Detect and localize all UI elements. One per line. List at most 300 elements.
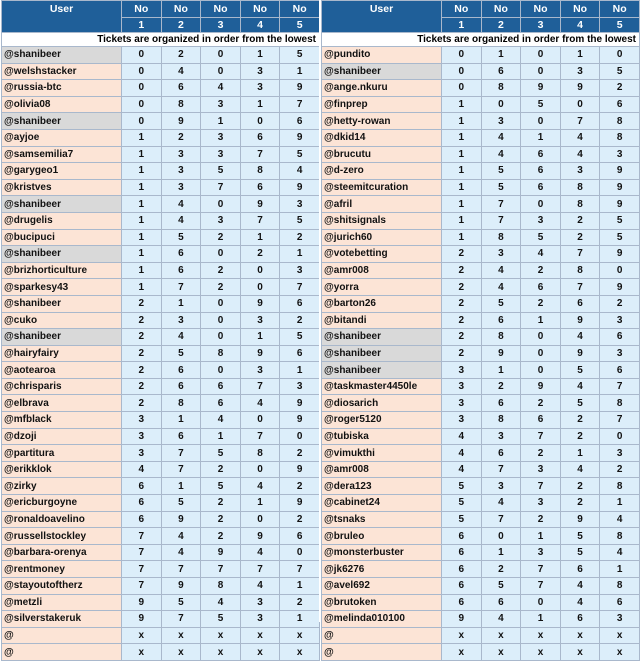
ticket-number-cell: 2 [122, 329, 162, 346]
table-row [2, 478, 320, 495]
user-cell: @ronaldoavelino [2, 511, 122, 528]
ticket-number-cell: 3 [442, 362, 482, 379]
user-cell: @brizhorticulture [2, 262, 122, 279]
ticket-number-cell: 6 [442, 544, 482, 561]
ticket-number-cell: 2 [481, 561, 521, 578]
ticket-number-cell: 0 [201, 47, 241, 64]
ticket-number-cell: 4 [201, 594, 241, 611]
user-cell: @zirky [2, 478, 122, 495]
ticket-number-cell: 5 [442, 511, 482, 528]
ticket-number-cell: 6 [161, 262, 201, 279]
table-row [2, 262, 320, 279]
ticket-number-cell: 7 [161, 445, 201, 462]
user-cell: @roger5120 [322, 412, 442, 429]
ticket-number-cell: 8 [161, 96, 201, 113]
ticket-number-cell: x [280, 627, 320, 644]
user-cell: @sparkesy43 [2, 279, 122, 296]
ticket-number-cell: 1 [481, 47, 521, 64]
table-row [322, 80, 640, 97]
ticket-number-cell: 3 [481, 428, 521, 445]
ticket-number-cell: 7 [240, 212, 280, 229]
column-header-no: No [122, 1, 162, 18]
ticket-number-cell: 7 [481, 511, 521, 528]
ticket-number-cell: 6 [161, 428, 201, 445]
user-cell: @barbara-orenya [2, 544, 122, 561]
user-cell: @hairyfairy [2, 345, 122, 362]
ticket-number-cell: x [560, 644, 600, 661]
ticket-number-cell: 2 [201, 229, 241, 246]
user-cell: @ [322, 627, 442, 644]
table-row [2, 511, 320, 528]
user-cell: @bitandi [322, 312, 442, 329]
ticket-number-cell: 7 [280, 96, 320, 113]
ticket-number-cell: 3 [280, 262, 320, 279]
table-row [322, 279, 640, 296]
ticket-number-cell: x [442, 627, 482, 644]
ticket-number-cell: 0 [521, 196, 561, 213]
ticket-number-cell: 5 [600, 63, 640, 80]
ticket-number-cell: x [240, 644, 280, 661]
ticket-number-cell: 8 [600, 478, 640, 495]
ticket-number-cell: 6 [521, 179, 561, 196]
ticket-number-cell: 6 [560, 561, 600, 578]
user-cell: @shanibeer [2, 47, 122, 64]
column-header-no: No [560, 1, 600, 18]
column-header-no: No [280, 1, 320, 18]
user-cell: @diosarich [322, 395, 442, 412]
ticket-number-cell: 4 [560, 578, 600, 595]
ticket-number-cell: x [481, 627, 521, 644]
left-table-panel [1, 0, 319, 661]
ticket-number-cell: 9 [240, 295, 280, 312]
ticket-number-cell: 3 [161, 163, 201, 180]
ticket-number-cell: 4 [560, 129, 600, 146]
ticket-number-cell: 2 [560, 428, 600, 445]
ticket-number-cell: 6 [280, 528, 320, 545]
ticket-number-cell: 5 [521, 96, 561, 113]
table-row [2, 129, 320, 146]
ticket-number-cell: 1 [442, 212, 482, 229]
ticket-number-cell: 0 [201, 362, 241, 379]
ticket-number-cell: 4 [240, 544, 280, 561]
ticket-number-cell: 4 [560, 461, 600, 478]
user-cell: @chrisparis [2, 378, 122, 395]
table-row [2, 329, 320, 346]
user-cell: @melinda010100 [322, 611, 442, 628]
ticket-number-cell: 5 [280, 146, 320, 163]
table-row [2, 179, 320, 196]
ticket-number-cell: 2 [201, 461, 241, 478]
ticket-number-cell: 7 [481, 196, 521, 213]
ticket-number-cell: 3 [442, 395, 482, 412]
ticket-number-cell: 9 [600, 196, 640, 213]
user-cell: @barton26 [322, 295, 442, 312]
table-row [322, 544, 640, 561]
table-row [322, 96, 640, 113]
user-cell: @stayoutoftherz [2, 578, 122, 595]
user-cell: @olivia08 [2, 96, 122, 113]
column-header-number: 4 [240, 18, 280, 33]
ticket-number-cell: 1 [240, 47, 280, 64]
ticket-number-cell: 2 [240, 246, 280, 263]
ticket-number-cell: 9 [240, 345, 280, 362]
user-cell: @cabinet24 [322, 495, 442, 512]
ticket-number-cell: 6 [161, 246, 201, 263]
ticket-number-cell: 7 [481, 212, 521, 229]
ticket-number-cell: 1 [560, 47, 600, 64]
ticket-number-cell: 6 [521, 279, 561, 296]
ticket-number-cell: 8 [600, 395, 640, 412]
table-row [2, 561, 320, 578]
user-cell: @tubiska [322, 428, 442, 445]
ticket-number-cell: 2 [521, 445, 561, 462]
ticket-number-cell: 9 [280, 179, 320, 196]
ticket-number-cell: 9 [560, 312, 600, 329]
ticket-number-cell: 4 [442, 461, 482, 478]
ticket-number-cell: 1 [240, 495, 280, 512]
user-cell: @monsterbuster [322, 544, 442, 561]
ticket-number-cell: 5 [600, 212, 640, 229]
ticket-number-cell: 4 [560, 146, 600, 163]
ticket-number-cell: 9 [521, 378, 561, 395]
ticket-number-cell: 9 [280, 461, 320, 478]
user-cell: @erikklok [2, 461, 122, 478]
ticket-number-cell: 3 [521, 212, 561, 229]
table-row [322, 329, 640, 346]
ticket-number-cell: x [201, 627, 241, 644]
ticket-number-cell: 9 [240, 528, 280, 545]
ticket-number-cell: 1 [442, 129, 482, 146]
ticket-number-cell: 9 [280, 395, 320, 412]
ticket-number-cell: 5 [600, 229, 640, 246]
ticket-number-cell: 3 [240, 611, 280, 628]
ticket-number-cell: 3 [161, 146, 201, 163]
ticket-number-cell: 2 [280, 594, 320, 611]
ticket-number-cell: 3 [442, 412, 482, 429]
column-header-number: 5 [280, 18, 320, 33]
ticket-number-cell: 4 [161, 528, 201, 545]
ticket-number-cell: 3 [560, 63, 600, 80]
ticket-number-cell: 5 [161, 229, 201, 246]
ticket-number-cell: 6 [481, 445, 521, 462]
ticket-number-cell: 7 [521, 428, 561, 445]
ticket-number-cell: 0 [521, 113, 561, 130]
ticket-number-cell: 4 [161, 212, 201, 229]
ticket-number-cell: 7 [122, 578, 162, 595]
user-cell: @amr008 [322, 262, 442, 279]
ticket-number-cell: 7 [600, 412, 640, 429]
user-cell: @kristves [2, 179, 122, 196]
table-row [322, 594, 640, 611]
ticket-number-cell: x [442, 644, 482, 661]
ticket-number-cell: 6 [122, 511, 162, 528]
table-row [322, 611, 640, 628]
ticket-number-cell: 5 [481, 295, 521, 312]
ticket-number-cell: x [240, 627, 280, 644]
ticket-number-cell: 0 [201, 196, 241, 213]
table-row [2, 362, 320, 379]
user-cell: @shanibeer [2, 295, 122, 312]
ticket-number-cell: x [122, 644, 162, 661]
ticket-number-cell: 9 [600, 246, 640, 263]
user-cell: @brutoken [322, 594, 442, 611]
ticket-number-cell: 0 [122, 96, 162, 113]
table-row [2, 412, 320, 429]
ticket-number-cell: 9 [280, 129, 320, 146]
ticket-number-cell: 0 [521, 63, 561, 80]
column-header-number: 2 [161, 18, 201, 33]
ticket-number-cell: 9 [600, 163, 640, 180]
ticket-number-cell: 4 [280, 163, 320, 180]
user-cell: @shanibeer [2, 246, 122, 263]
ticket-number-cell: 3 [122, 445, 162, 462]
ticket-number-cell: 3 [560, 163, 600, 180]
ticket-number-cell: 5 [560, 544, 600, 561]
ticket-number-cell: 3 [122, 428, 162, 445]
ticket-number-cell: 0 [442, 63, 482, 80]
ticket-number-cell: 1 [240, 329, 280, 346]
ticket-number-cell: 5 [161, 495, 201, 512]
ticket-number-cell: 9 [280, 495, 320, 512]
ticket-number-cell: 9 [280, 412, 320, 429]
ticket-number-cell: 9 [600, 279, 640, 296]
ticket-number-cell: x [521, 644, 561, 661]
ticket-number-cell: 0 [240, 461, 280, 478]
ticket-number-cell: 6 [521, 412, 561, 429]
user-cell: @ [2, 627, 122, 644]
user-cell: @garygeo1 [2, 163, 122, 180]
table-row [322, 113, 640, 130]
table-row [322, 461, 640, 478]
ticket-number-cell: 2 [442, 295, 482, 312]
user-cell: @pundito [322, 47, 442, 64]
column-header-number: 5 [600, 18, 640, 33]
ticket-number-cell: 9 [240, 196, 280, 213]
ticket-number-cell: x [280, 644, 320, 661]
table-row [322, 528, 640, 545]
ticket-number-cell: 1 [442, 146, 482, 163]
ticket-number-cell: 1 [122, 246, 162, 263]
table-row [2, 544, 320, 561]
table-row [2, 594, 320, 611]
ticket-number-cell: 6 [201, 395, 241, 412]
user-cell: @ [322, 644, 442, 661]
ticket-number-cell: 1 [442, 96, 482, 113]
ticket-number-cell: 4 [442, 445, 482, 462]
table-row [2, 279, 320, 296]
table-row [2, 196, 320, 213]
ticket-number-cell: 0 [122, 80, 162, 97]
ticket-number-cell: 0 [521, 594, 561, 611]
table-row [322, 395, 640, 412]
ticket-number-cell: 3 [600, 345, 640, 362]
ticket-number-cell: 2 [600, 80, 640, 97]
ticket-number-cell: 8 [240, 163, 280, 180]
table-row [322, 561, 640, 578]
ticket-number-cell: x [161, 644, 201, 661]
ticket-number-cell: 0 [240, 279, 280, 296]
table-row [2, 212, 320, 229]
ticket-number-cell: 2 [122, 312, 162, 329]
ticket-number-cell: 1 [240, 229, 280, 246]
ticket-number-cell: 7 [161, 611, 201, 628]
ticket-number-cell: 2 [442, 246, 482, 263]
ticket-number-cell: 5 [280, 212, 320, 229]
column-header-no: No [201, 1, 241, 18]
ticket-number-cell: 2 [201, 528, 241, 545]
ticket-number-cell: 6 [600, 329, 640, 346]
ticket-number-cell: 2 [442, 279, 482, 296]
ticket-number-cell: 4 [240, 578, 280, 595]
ticket-number-cell: 6 [442, 528, 482, 545]
ticket-number-cell: 5 [201, 445, 241, 462]
ticket-number-cell: 0 [481, 96, 521, 113]
ticket-number-cell: 3 [201, 146, 241, 163]
ticket-number-cell: 8 [600, 113, 640, 130]
ticket-number-cell: 1 [442, 113, 482, 130]
ticket-number-cell: 1 [521, 312, 561, 329]
ticket-number-cell: 3 [201, 96, 241, 113]
table-row [2, 461, 320, 478]
column-header-no: No [161, 1, 201, 18]
ticket-number-cell: 4 [560, 329, 600, 346]
ticket-number-cell: 1 [280, 578, 320, 595]
ticket-number-cell: 5 [161, 345, 201, 362]
left-table-body [2, 1, 320, 661]
user-cell: @shitsignals [322, 212, 442, 229]
ticket-number-cell: 1 [122, 229, 162, 246]
ticket-number-cell: 0 [201, 63, 241, 80]
table-row [322, 229, 640, 246]
ticket-number-cell: 1 [122, 279, 162, 296]
ticket-number-cell: 3 [600, 445, 640, 462]
ticket-number-cell: 8 [600, 129, 640, 146]
user-cell: @hetty-rowan [322, 113, 442, 130]
note-row [2, 33, 320, 47]
user-cell: @shanibeer [322, 362, 442, 379]
ticket-number-cell: 2 [481, 378, 521, 395]
ticket-number-cell: x [201, 644, 241, 661]
ticket-number-cell: 7 [280, 279, 320, 296]
user-cell: @rentmoney [2, 561, 122, 578]
ticket-number-cell: 5 [560, 395, 600, 412]
ticket-number-cell: 4 [600, 544, 640, 561]
ticket-number-cell: 6 [201, 378, 241, 395]
user-cell: @votebetting [322, 246, 442, 263]
user-cell: @russia-btc [2, 80, 122, 97]
ticket-number-cell: 9 [161, 578, 201, 595]
table-row [322, 511, 640, 528]
table-row [2, 644, 320, 661]
ticket-number-cell: 2 [201, 495, 241, 512]
ticket-number-cell: 1 [481, 544, 521, 561]
ticket-number-cell: 9 [161, 511, 201, 528]
user-cell: @dkid14 [322, 129, 442, 146]
ticket-number-cell: 1 [240, 96, 280, 113]
ticket-number-cell: 1 [122, 163, 162, 180]
user-cell: @ericburgoyne [2, 495, 122, 512]
ticket-number-cell: 2 [521, 262, 561, 279]
ticket-number-cell: 7 [122, 561, 162, 578]
ticket-number-cell: 2 [442, 312, 482, 329]
table-row [2, 312, 320, 329]
ticket-number-cell: 9 [600, 179, 640, 196]
ticket-number-cell: 4 [481, 495, 521, 512]
ticket-number-cell: 0 [600, 47, 640, 64]
ticket-number-cell: 7 [161, 561, 201, 578]
ticket-number-cell: 7 [280, 561, 320, 578]
ticket-number-cell: 2 [280, 478, 320, 495]
ticket-number-cell: 6 [521, 163, 561, 180]
ticket-number-cell: 3 [240, 80, 280, 97]
table-row [322, 212, 640, 229]
table-row [2, 295, 320, 312]
column-header-no: No [481, 1, 521, 18]
ticket-number-cell: 1 [122, 146, 162, 163]
ticket-number-cell: 4 [240, 395, 280, 412]
user-cell: @elbrava [2, 395, 122, 412]
user-cell: @steemitcuration [322, 179, 442, 196]
ticket-number-cell: 0 [521, 345, 561, 362]
ticket-number-cell: 6 [122, 495, 162, 512]
table-row [322, 362, 640, 379]
ticket-number-cell: 8 [201, 578, 241, 595]
ticket-number-cell: 4 [521, 246, 561, 263]
right-table-body [322, 1, 640, 661]
ticket-number-cell: 2 [442, 345, 482, 362]
ticket-number-cell: 6 [481, 395, 521, 412]
ticket-number-cell: 4 [122, 461, 162, 478]
table-row [322, 312, 640, 329]
user-cell: @ [2, 644, 122, 661]
ticket-number-cell: 4 [600, 511, 640, 528]
ticket-number-cell: 2 [161, 47, 201, 64]
ticket-number-cell: x [521, 627, 561, 644]
user-cell: @cuko [2, 312, 122, 329]
ticket-number-cell: 1 [442, 229, 482, 246]
ticket-number-cell: 5 [481, 163, 521, 180]
ticket-number-cell: 6 [600, 362, 640, 379]
ticket-number-cell: 1 [201, 428, 241, 445]
user-cell: @metzli [2, 594, 122, 611]
ticket-number-cell: 2 [122, 378, 162, 395]
ticket-number-cell: 8 [600, 578, 640, 595]
ticket-number-cell: 7 [122, 528, 162, 545]
ticket-number-cell: 4 [161, 63, 201, 80]
ticket-number-cell: 5 [280, 47, 320, 64]
ticket-number-cell: 3 [201, 212, 241, 229]
ticket-number-cell: 2 [442, 329, 482, 346]
table-row [2, 113, 320, 130]
ticket-number-cell: 7 [240, 378, 280, 395]
user-cell: @brucutu [322, 146, 442, 163]
right-table-panel [321, 0, 639, 661]
table-row [322, 644, 640, 661]
ticket-number-cell: 3 [240, 312, 280, 329]
user-cell: @jk6276 [322, 561, 442, 578]
ticket-number-cell: 3 [481, 478, 521, 495]
ticket-number-cell: 1 [280, 362, 320, 379]
ticket-number-cell: 0 [600, 428, 640, 445]
ticket-number-cell: 1 [442, 196, 482, 213]
ticket-number-cell: 9 [122, 611, 162, 628]
ticket-number-cell: 0 [122, 63, 162, 80]
ticket-number-cell: 0 [240, 262, 280, 279]
ticket-number-cell: 7 [201, 561, 241, 578]
table-row [322, 63, 640, 80]
table-row [322, 196, 640, 213]
table-row [2, 495, 320, 512]
